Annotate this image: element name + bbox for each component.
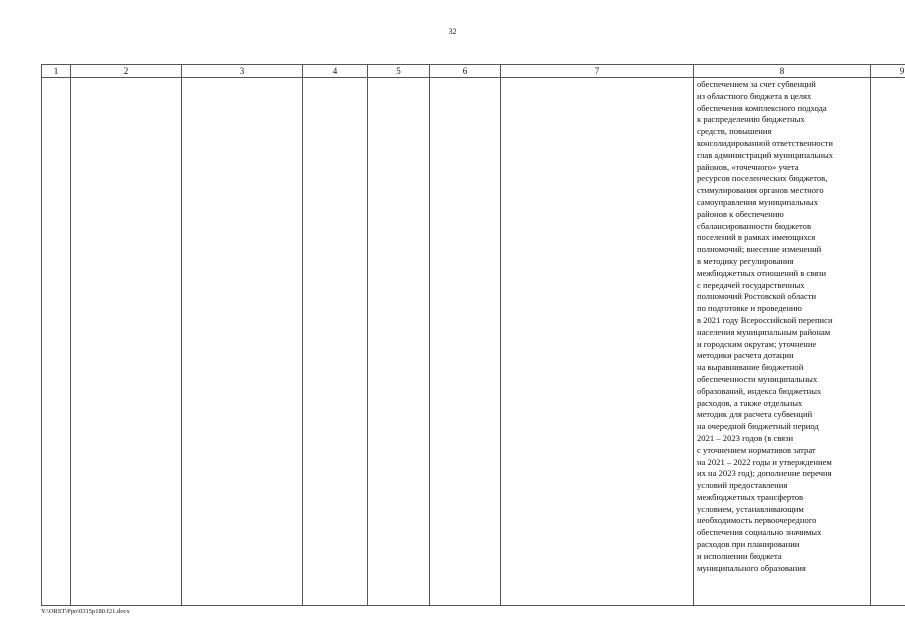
text-line: их на 2023 год); дополнение перечня — [697, 468, 832, 479]
text-line: расходов при планировании — [697, 539, 800, 550]
text-line: полномочий Ростовской области — [697, 291, 817, 302]
text-line: условием, устанавливающим — [697, 503, 804, 514]
text-line: ресурсов поселенческих бюджетов, — [697, 173, 828, 184]
col-header-3: 3 — [182, 65, 303, 78]
text-line: на 2021 – 2022 годы и утверждением — [697, 456, 832, 467]
cell-5 — [368, 78, 430, 606]
text-line: обеспечения социально значимых — [697, 527, 822, 538]
text-line: к распределению бюджетных — [697, 114, 805, 125]
text-line: и исполнении бюджета — [697, 550, 782, 561]
col-header-4: 4 — [303, 65, 368, 78]
cell-8-text — [694, 78, 870, 574]
text-line: консолидированной ответственности — [697, 137, 833, 148]
text-line: условий предоставления — [697, 480, 788, 491]
col-header-5: 5 — [368, 65, 430, 78]
text-line: стимулирования органов местного — [697, 185, 824, 196]
text-line: 2021 – 2023 годов (в связи — [697, 432, 794, 443]
cell-4 — [303, 78, 368, 606]
cell-6 — [430, 78, 501, 606]
col-header-9: 9 — [871, 65, 905, 78]
text-line: по подготовке и проведению — [697, 303, 802, 314]
text-line: на очередной бюджетный период — [697, 421, 819, 432]
text-line: расходов, а также отдельных — [697, 397, 803, 408]
text-line: с передачей государственных — [697, 279, 805, 290]
col-header-7: 7 — [501, 65, 694, 78]
cell-3 — [182, 78, 303, 606]
col-header-2: 2 — [71, 65, 182, 78]
text-line: межбюджетных отношений в связи — [697, 267, 827, 278]
text-line: методик для расчета субвенций — [697, 409, 813, 420]
cell-7 — [501, 78, 694, 606]
cell-1 — [42, 78, 71, 606]
text-line: обеспечения комплексного подхода — [697, 102, 827, 113]
col-header-6: 6 — [430, 65, 501, 78]
table-header-row — [42, 65, 905, 78]
text-line: средств, повышения — [697, 126, 772, 137]
text-line: межбюджетных трансфертов — [697, 491, 804, 502]
text-line: поселений в рамках имеющихся — [697, 232, 816, 243]
file-path-footer: Y:\ORST\Ppo\0315p180.f21.docx — [41, 608, 130, 615]
text-line: населения муниципальным районам — [697, 326, 831, 337]
text-line: в 2021 году Всероссийской переписи — [697, 314, 833, 325]
col-header-8: 8 — [694, 65, 871, 78]
text-line: необходимость первоочередного — [697, 515, 817, 526]
text-line: сбалансированности бюджетов — [697, 220, 812, 231]
document-table — [41, 64, 905, 606]
page-number: 32 — [448, 27, 457, 36]
cell-8 — [694, 78, 871, 606]
col-header-1: 1 — [42, 65, 71, 78]
text-line: муниципального образования — [697, 562, 806, 573]
text-line: из областного бюджета в целях — [697, 90, 812, 101]
text-line: самоуправления муниципальных — [697, 196, 818, 207]
text-line: с уточнением нормативов затрат — [697, 444, 816, 455]
text-line: методики расчета дотации — [697, 350, 794, 361]
table-row — [42, 78, 905, 606]
text-line: обеспеченности муниципальных — [697, 373, 818, 384]
text-line: обеспечением за счет субвенций — [697, 79, 816, 89]
text-line: районов, «точечного» учета — [697, 161, 799, 172]
text-line: в методику регулирования — [697, 255, 794, 266]
cell-9 — [871, 78, 905, 606]
cell-2 — [71, 78, 182, 606]
text-line: полномочий; внесение изменений — [697, 244, 822, 255]
text-line: на выравнивание бюджетной — [697, 362, 804, 373]
text-line: глав администраций муниципальных — [697, 149, 834, 160]
text-line: образований, индекса бюджетных — [697, 385, 822, 396]
text-line: районов к обеспечению — [697, 208, 784, 219]
text-line: и городским округам; уточнение — [697, 338, 817, 349]
